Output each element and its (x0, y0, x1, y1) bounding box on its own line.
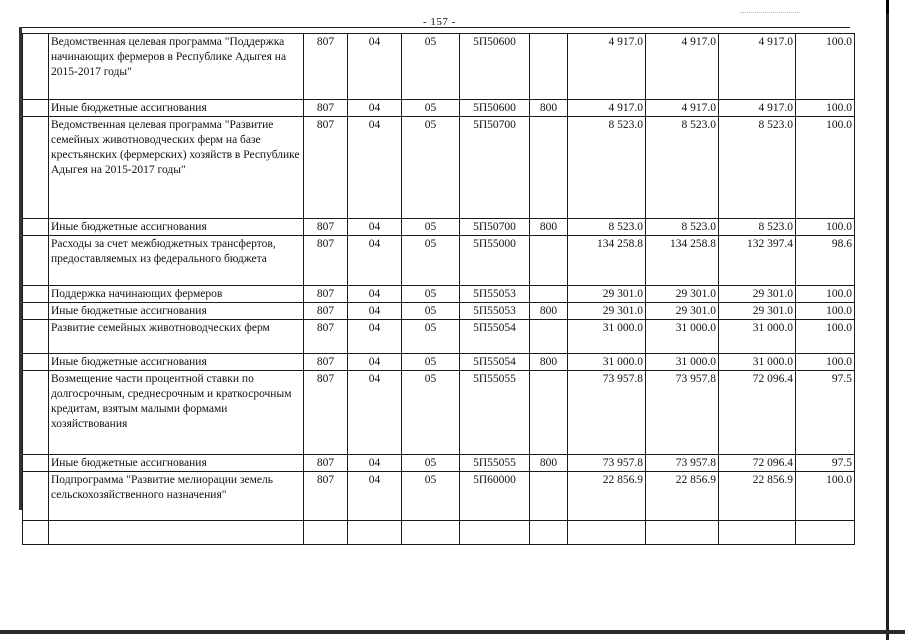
row-ved: 807 (304, 371, 348, 455)
row-name: Поддержка начинающих фермеров (49, 286, 304, 303)
row-amount-1: 29 301.0 (568, 303, 646, 320)
row-margin-cell (23, 354, 49, 371)
row-amount-2: 8 523.0 (646, 117, 719, 219)
row-csr: 5П55055 (460, 371, 530, 455)
empty-cell (719, 521, 796, 545)
empty-cell (348, 521, 402, 545)
row-name: Расходы за счет межбюджетных трансфертов, предоставляемых из федерального бюджета (49, 236, 304, 286)
row-amount-3: 8 523.0 (719, 219, 796, 236)
row-ved: 807 (304, 472, 348, 521)
row-pr: 05 (402, 303, 460, 320)
row-amount-3: 29 301.0 (719, 286, 796, 303)
row-ved: 807 (304, 117, 348, 219)
row-csr: 5П50600 (460, 100, 530, 117)
row-rz: 04 (348, 117, 402, 219)
row-pr: 05 (402, 455, 460, 472)
row-percent: 100.0 (796, 117, 855, 219)
table-row (23, 117, 855, 219)
row-pr: 05 (402, 320, 460, 354)
row-pr: 05 (402, 34, 460, 100)
empty-cell (646, 521, 719, 545)
row-pr: 05 (402, 286, 460, 303)
row-csr: 5П55054 (460, 320, 530, 354)
row-margin-cell (23, 117, 49, 219)
page-right-edge-top (886, 0, 889, 14)
row-amount-2: 29 301.0 (646, 303, 719, 320)
row-amount-2: 4 917.0 (646, 100, 719, 117)
row-name: Подпрограмма "Развитие мелиорации земель сельскохозяйственного назначения" (49, 472, 304, 521)
row-rz: 04 (348, 354, 402, 371)
table-top-rule (20, 27, 850, 28)
row-csr: 5П55053 (460, 286, 530, 303)
row-amount-3: 31 000.0 (719, 354, 796, 371)
empty-cell (49, 521, 304, 545)
row-rz: 04 (348, 303, 402, 320)
row-name: Возмещение части процентной ставки по долгосрочным, среднесрочным и краткосрочным кредитам, взятым малыми формами хозяйствования (49, 371, 304, 455)
empty-cell (304, 521, 348, 545)
page-right-edge (886, 0, 889, 640)
row-percent: 100.0 (796, 34, 855, 100)
row-pr: 05 (402, 100, 460, 117)
budget-table-body (23, 34, 855, 545)
row-rz: 04 (348, 100, 402, 117)
row-amount-1: 8 523.0 (568, 219, 646, 236)
row-name: Иные бюджетные ассигнования (49, 455, 304, 472)
row-csr: 5П55000 (460, 236, 530, 286)
row-amount-3: 4 917.0 (719, 100, 796, 117)
row-percent: 100.0 (796, 472, 855, 521)
row-amount-1: 31 000.0 (568, 354, 646, 371)
row-percent: 100.0 (796, 320, 855, 354)
row-csr: 5П60000 (460, 472, 530, 521)
table-end-row (23, 521, 855, 545)
row-vr (530, 472, 568, 521)
row-rz: 04 (348, 455, 402, 472)
row-vr (530, 117, 568, 219)
row-amount-2: 134 258.8 (646, 236, 719, 286)
table-row (23, 219, 855, 236)
row-ved: 807 (304, 286, 348, 303)
row-csr: 5П50700 (460, 219, 530, 236)
row-rz: 04 (348, 472, 402, 521)
row-pr: 05 (402, 354, 460, 371)
empty-cell (402, 521, 460, 545)
row-amount-2: 29 301.0 (646, 286, 719, 303)
row-amount-2: 22 856.9 (646, 472, 719, 521)
row-name: Иные бюджетные ассигнования (49, 100, 304, 117)
row-amount-3: 4 917.0 (719, 34, 796, 100)
row-pr: 05 (402, 219, 460, 236)
table-row (23, 371, 855, 455)
table-row (23, 320, 855, 354)
row-amount-2: 73 957.8 (646, 371, 719, 455)
table-row (23, 303, 855, 320)
row-amount-1: 8 523.0 (568, 117, 646, 219)
table-row (23, 100, 855, 117)
row-name: Ведомственная целевая программа "Развитие семейных животноводческих ферм на базе крестьянских (фермерских) хозяйств в Республике Адыгея на 2015-2017 годы" (49, 117, 304, 219)
row-amount-2: 31 000.0 (646, 320, 719, 354)
row-pr: 05 (402, 472, 460, 521)
row-name: Ведомственная целевая программа "Поддержка начинающих фермеров в Республике Адыгея на 2015-2017 годы" (49, 34, 304, 100)
row-name: Иные бюджетные ассигнования (49, 354, 304, 371)
row-margin-cell (23, 34, 49, 100)
row-ved: 807 (304, 236, 348, 286)
row-csr: 5П55053 (460, 303, 530, 320)
row-amount-1: 4 917.0 (568, 100, 646, 117)
page-bottom-edge (0, 630, 905, 634)
row-amount-3: 72 096.4 (719, 371, 796, 455)
row-margin-cell (23, 320, 49, 354)
empty-cell (23, 521, 49, 545)
row-percent: 100.0 (796, 100, 855, 117)
row-margin-cell (23, 236, 49, 286)
row-amount-3: 29 301.0 (719, 303, 796, 320)
row-percent: 100.0 (796, 354, 855, 371)
row-csr: 5П50700 (460, 117, 530, 219)
row-amount-2: 8 523.0 (646, 219, 719, 236)
row-margin-cell (23, 371, 49, 455)
row-margin-cell (23, 455, 49, 472)
row-rz: 04 (348, 371, 402, 455)
row-amount-1: 4 917.0 (568, 34, 646, 100)
row-margin-cell (23, 472, 49, 521)
row-rz: 04 (348, 286, 402, 303)
row-pr: 05 (402, 117, 460, 219)
empty-cell (460, 521, 530, 545)
row-ved: 807 (304, 354, 348, 371)
table-row (23, 354, 855, 371)
row-vr: 800 (530, 455, 568, 472)
row-amount-1: 73 957.8 (568, 371, 646, 455)
row-pr: 05 (402, 371, 460, 455)
row-percent: 100.0 (796, 303, 855, 320)
empty-cell (530, 521, 568, 545)
row-amount-1: 73 957.8 (568, 455, 646, 472)
row-vr: 800 (530, 100, 568, 117)
row-vr: 800 (530, 219, 568, 236)
row-margin-cell (23, 219, 49, 236)
budget-table (22, 33, 855, 545)
row-ved: 807 (304, 34, 348, 100)
row-ved: 807 (304, 303, 348, 320)
row-amount-3: 22 856.9 (719, 472, 796, 521)
row-name: Развитие семейных животноводческих ферм (49, 320, 304, 354)
row-percent: 97.5 (796, 371, 855, 455)
row-ved: 807 (304, 320, 348, 354)
table-row (23, 455, 855, 472)
row-name: Иные бюджетные ассигнования (49, 219, 304, 236)
row-amount-3: 72 096.4 (719, 455, 796, 472)
row-ved: 807 (304, 100, 348, 117)
row-margin-cell (23, 303, 49, 320)
scan-artifact (740, 12, 800, 13)
row-amount-3: 132 397.4 (719, 236, 796, 286)
row-vr (530, 236, 568, 286)
empty-cell (568, 521, 646, 545)
row-amount-3: 31 000.0 (719, 320, 796, 354)
row-amount-2: 31 000.0 (646, 354, 719, 371)
row-percent: 100.0 (796, 219, 855, 236)
row-margin-cell (23, 286, 49, 303)
row-pr: 05 (402, 236, 460, 286)
row-csr: 5П55055 (460, 455, 530, 472)
row-rz: 04 (348, 236, 402, 286)
table-row (23, 286, 855, 303)
row-amount-2: 4 917.0 (646, 34, 719, 100)
row-rz: 04 (348, 320, 402, 354)
row-amount-3: 8 523.0 (719, 117, 796, 219)
row-vr (530, 320, 568, 354)
row-vr (530, 371, 568, 455)
row-vr: 800 (530, 354, 568, 371)
row-ved: 807 (304, 219, 348, 236)
row-csr: 5П55054 (460, 354, 530, 371)
row-margin-cell (23, 100, 49, 117)
row-percent: 100.0 (796, 286, 855, 303)
table-row (23, 472, 855, 521)
row-vr (530, 286, 568, 303)
row-csr: 5П50600 (460, 34, 530, 100)
row-rz: 04 (348, 34, 402, 100)
row-amount-1: 31 000.0 (568, 320, 646, 354)
table-row (23, 34, 855, 100)
row-percent: 98.6 (796, 236, 855, 286)
row-vr (530, 34, 568, 100)
empty-cell (796, 521, 855, 545)
row-percent: 97.5 (796, 455, 855, 472)
row-amount-2: 73 957.8 (646, 455, 719, 472)
page-number: - 157 - (423, 16, 456, 28)
row-rz: 04 (348, 219, 402, 236)
row-amount-1: 29 301.0 (568, 286, 646, 303)
row-ved: 807 (304, 455, 348, 472)
row-vr: 800 (530, 303, 568, 320)
row-amount-1: 22 856.9 (568, 472, 646, 521)
row-amount-1: 134 258.8 (568, 236, 646, 286)
table-row (23, 236, 855, 286)
row-name: Иные бюджетные ассигнования (49, 303, 304, 320)
